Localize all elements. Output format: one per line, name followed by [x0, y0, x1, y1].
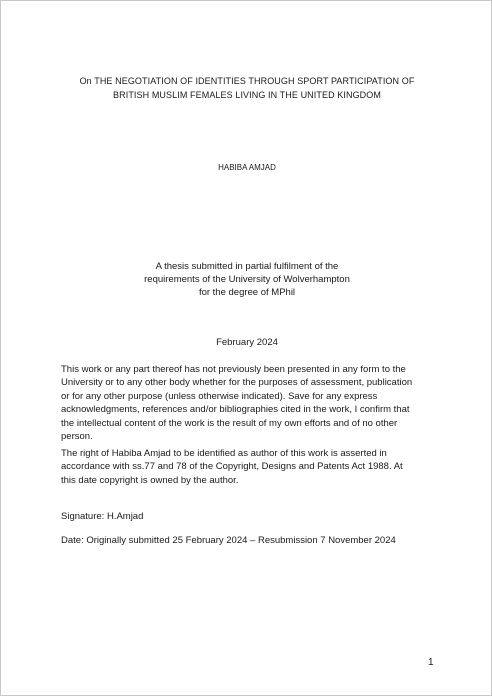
copyright-line: The right of Habiba Amjad to be identified as author of this work is asserted in [61, 448, 387, 459]
declaration-line: acknowledgments, references and/or bibliographies cited in the work, I confirm that [61, 404, 410, 416]
copyright-paragraph [61, 447, 441, 487]
declaration-line: person. [61, 431, 93, 443]
thesis-line-2: requirements of the University of Wolverhampton [144, 274, 350, 285]
copyright-line: accordance with ss.77 and 78 of the Copyright, Designs and Patents Act 1988. At [61, 461, 403, 473]
declaration-paragraph [61, 363, 441, 443]
submission-dates-line: Date: Originally submitted 25 February 2024 – Resubmission 7 November 2024 [61, 535, 396, 546]
declaration-line: or for any other purpose (unless otherwise indicated). Save for any express [61, 390, 378, 402]
thesis-line-3: for the degree of MPhil [198, 287, 296, 298]
page-number: 1 [428, 657, 434, 668]
thesis-statement [41, 260, 453, 299]
submission-date: February 2024 [216, 337, 278, 348]
declaration-line: University or to any other body whether for the purposes of assessment, publication [61, 377, 413, 389]
title-line-2: BRITISH MUSLIM FEMALES LIVING IN THE UNITED KINGDOM [113, 90, 381, 100]
thesis-title [31, 74, 463, 102]
title-line-1: On THE NEGOTIATION OF IDENTITIES THROUGH SPORT PARTICIPATION OF [79, 76, 415, 86]
signature-line: Signature: H.Amjad [61, 511, 144, 522]
declaration-line: This work or any part thereof has not previously been presented in any form to the [61, 364, 406, 375]
copyright-line: this date copyright is owned by the author. [61, 474, 239, 486]
declaration-line: the intellectual content of the work is the result of my own efforts and of no other [61, 417, 398, 429]
author-name: HABIBA AMJAD [218, 163, 276, 172]
thesis-line-1: A thesis submitted in partial fulfilment of the [155, 261, 339, 272]
